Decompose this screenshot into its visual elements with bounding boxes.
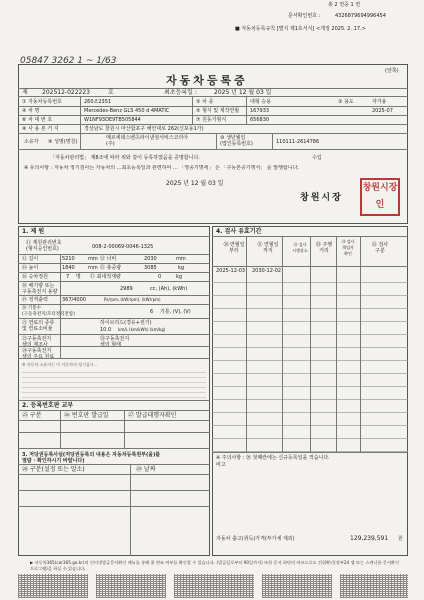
side-note: (앞쪽) (385, 68, 399, 74)
displacement-value: 2989 (120, 286, 133, 292)
fuel-unit: km/L (km/kWh) (km/kg) (118, 327, 166, 332)
length-label: ⑫ 길이 (22, 256, 39, 262)
fine-print-lines (22, 368, 206, 398)
cylinders-label: ⑳ 기통수 (구동축전지/모터정격전압) (22, 306, 75, 317)
footer-notice: ▶ 자동차365(car365.go.kr)의 인터넷발급문서확인 메뉴를 통해 위 변조 여부를 확인할 수 있습니다. (발급일로부터 90일까지) 또한 문서 하단의 바코드로도 진위확인(정부24 앱 또는 스캐너용 문서확인프로그램)을 하실 수 있습니다. (30, 560, 400, 571)
fine-print: ※ 자동차 소유자는 이 자동차의 정기검사... (22, 362, 98, 367)
max-load-value: 0 (158, 274, 162, 280)
owner-name-value: 메르세데스벤츠파이낸셜서비스코리아(주) (106, 135, 189, 147)
cylinders-unit: 기통, (V), (V) (160, 309, 191, 315)
birth-value: 110111-2614786 (276, 139, 320, 145)
caution-note: ※ 유의사항 : 자동차 정기검사는 자동차의 ...최초등록일과 관련하여 ... 「영종기명세」 은 「구동본증기명서」 를 발행합니다. (24, 165, 300, 171)
sec3-title: 3. 저당권등록사실(저당권등록의 내용은 자동차등록원부(을)를 열람 · 확인하시기 바랍니다) (22, 452, 161, 464)
sec3-col-date: ㉙ 날짜 (136, 466, 156, 473)
value-manufacture-date: 2025-07 (372, 108, 393, 114)
displacement-label: ⑱ 배기량 또는 구동축전지 용량 (22, 283, 58, 295)
page-count: 총 2 면중 1 면 (328, 2, 361, 8)
power-value: 367/4000 (62, 297, 86, 303)
owner-label: 소유자 (24, 139, 39, 145)
inspection-header-type: ㉟ 검사 구분 (371, 242, 389, 254)
max-load-unit: kg (176, 274, 183, 280)
price-value: 129,239,591 (350, 535, 389, 542)
capacity-label: ⑯ 승차정원 (22, 274, 48, 280)
official-seal: 창원 시장 인 (360, 178, 400, 216)
label-reg-number: ① 자동차등록번호 (22, 99, 62, 105)
weight-label: ⑮ 총중량 (100, 265, 122, 271)
value-base-location: 경상남도 창원시 마산합포구 해안대로 262(신포동1가) (84, 126, 204, 132)
value-reg-number: 260조2351 (84, 99, 112, 105)
first-reg-label: 최초등록일 : (164, 89, 197, 96)
displacement-unit: cc, (Ah), (kWh) (150, 286, 188, 292)
weight-unit: kg (178, 265, 185, 271)
height-label: ⑭ 높이 (22, 265, 39, 271)
issuer-name: 창원시장 (300, 193, 343, 203)
capacity-value: 7 (66, 274, 70, 280)
form-reference: ■ 자동차등록규칙 [별지 제1호서식] <개정 2025. 2. 17.> (235, 26, 366, 32)
length-value: 5210 (62, 256, 75, 262)
width-label: ⑬ 너비 (100, 256, 117, 262)
model-no-label: ⑪ 제원관리번호 (형식승인번호) (26, 240, 62, 252)
barcode-3 (174, 574, 254, 598)
label-vin: ⑥ 차 대 번 호 (22, 117, 53, 123)
inspection-header-from: ㉚ 연월일부터 (223, 242, 245, 254)
cylinders-value: 6 (150, 309, 154, 315)
label-car-type: ② 차 종 (196, 99, 214, 105)
sec3-col-type: ㉘ 구분(설정 또는 말소) (22, 466, 85, 473)
statement: 「자동차관리법」 제8조에 따라 위와 같이 등록하였음을 증명합니다. (50, 155, 200, 161)
value-vin: W1NF93DE9TB505844 (84, 117, 141, 123)
price-label: 자동차 출고(취득)가격(부가세 제외) (216, 536, 295, 542)
birth-label: ⑩ 생년월일 (법인등록번호) (220, 135, 253, 147)
inspection-from-1: 2025-12-03 (216, 268, 246, 274)
barcode-4 (262, 574, 332, 598)
power-unit: Ps/rpm, (kW/rpm), (kW/rpm) (104, 297, 161, 302)
label-engine-type: ⑦ 원동기형식 (196, 117, 227, 123)
inspection-header-place: ㉜ 검사 시행장소 (292, 242, 308, 253)
fuel-efficiency: 10.0 (100, 327, 112, 333)
document-title: 자동차등록증 (166, 74, 248, 87)
sec2-col-issue-date: ㉖ 번호판 발급일 (64, 412, 109, 419)
sec2-col-agent: ㉗ 발급대행자확인 (128, 412, 177, 419)
handwritten-note: 05847 3262 1 ~ 1/63 (20, 56, 117, 66)
label-usage: ③ 용도 (338, 99, 354, 105)
length-unit: mm (88, 256, 98, 262)
barcode-2 (96, 574, 166, 598)
max-load-label: ⑰ 최대적재량 (90, 274, 121, 280)
value-car-name: Mercedes-Benz GLS 450 d 4MATIC (84, 108, 170, 114)
sec4-title: 4. 검사 유효기간 (216, 228, 262, 235)
sec2-title: 2. 등록번호판 교부 (22, 402, 74, 409)
model-no-value: 008-2-00069-0046-1325 (92, 244, 154, 250)
weight-value: 3085 (144, 265, 157, 271)
inspection-notice: ※ 주의사항 : ⑳ 첫째란에는 신규등록일을 적습니다. (216, 455, 330, 461)
label-base-location: ⑧ 사 용 본 거 지 (22, 126, 59, 132)
battery-maker-label: ㉒구동축전지 셀의 제조사 (22, 336, 52, 348)
inspection-header-inspector: ㉞ 검사 책임자 확인 (341, 239, 355, 256)
fuel-type: 하이브리드(경유+전기) (100, 320, 152, 326)
width-unit: mm (176, 256, 186, 262)
width-value: 2030 (144, 256, 157, 262)
remark-label: 비고 (216, 462, 226, 468)
label-car-name: ④ 차 명 (22, 108, 40, 114)
barcode-1 (18, 574, 88, 598)
price-unit: 원 (398, 536, 403, 542)
sec2-col-type: ㉕ 구분 (22, 412, 42, 419)
inspection-header-distance: ㉝ 주행 거리 (315, 242, 333, 254)
sec1-title: 1. 제 원 (22, 228, 45, 235)
owner-name-label: ⑨ 성명(명칭) (48, 139, 78, 145)
height-unit: mm (88, 265, 98, 271)
capacity-unit: 명 (76, 274, 81, 280)
reg-no-suffix: 호 (108, 89, 114, 96)
reg-number: 202512-022223 (42, 89, 90, 96)
doc-confirm-label: 문서확인번호 : (288, 13, 321, 19)
battery-shape-label: ㉓구동축전지 셀의 형태 (100, 336, 130, 348)
doc-confirm-number: 4326879694996454 (335, 13, 386, 19)
power-label: ⑲ 정격출력 (22, 297, 48, 303)
value-engine-type: 656830 (250, 117, 270, 123)
fuel-label: ㉑ 연료의 종류 및 연료소비율 (22, 320, 55, 332)
value-model: 167933 (250, 108, 270, 114)
first-reg-date: 2025 년 12 월 03 일 (214, 89, 272, 96)
inspection-header-to: ㉛ 연월일까지 (257, 242, 279, 254)
height-value: 1840 (62, 265, 75, 271)
reg-no-prefix: 제 (22, 89, 28, 96)
barcode-5 (340, 574, 408, 598)
import-label: 수입 (312, 155, 322, 161)
inspection-to-1: 2030-12-02 (252, 268, 282, 274)
battery-material-label: ㉔구동축전지 셀의 주요 원료 (22, 348, 55, 360)
value-usage: 자가용 (372, 99, 387, 105)
issue-date: 2025 년 12 월 03 일 (166, 180, 224, 187)
value-car-type: 대형 승용 (250, 99, 271, 105)
label-model-date: ⑤ 형식 및 제작연월 (196, 108, 240, 114)
